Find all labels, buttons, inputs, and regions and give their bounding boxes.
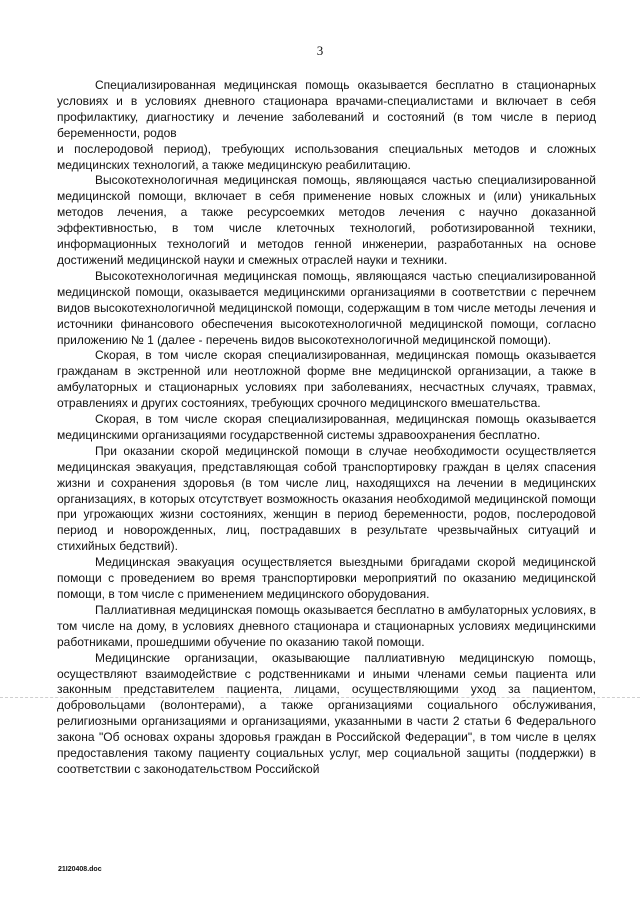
- footer-filename: 21I20408.doc: [58, 866, 102, 873]
- paragraph-continuation: и послеродовой период), требующих использования специальных методов и сложных медицинских технологий, а также медицинскую реабилитацию.: [57, 141, 596, 172]
- paragraph: Высокотехнологичная медицинская помощь, являющаяся частью специализированной медицинской помощи, включает в себя применение новых сложных и (или) уникальных методов лечения, а также ресурсоемких методов лечения с научно доказанной эффективностью, в том числе клеточных технологий, роботизированной техники, информационных технологий и методов генной инженерии, разработанных на основе достижений медицинской науки и смежных отраслей науки и техники.: [57, 173, 596, 267]
- paragraph: Специализированная медицинская помощь оказывается бесплатно в стационарных условиях и в условиях дневного стационара врачами-специалистами и включает в себя профилактику, диагностику и лечение заболеваний и состояний (в том числе в период беременности, родов: [57, 78, 596, 140]
- paragraph: Высокотехнологичная медицинская помощь, являющаяся частью специализированной медицинской помощи, оказывается медицинскими организациями в соответствии с перечнем видов высокотехнологичной медицинской помощи, содержащим в том числе методы лечения и источники финансового обеспечения высокотехнологичной медицинской помощи, согласно приложению № 1 (далее - перечень видов высокотехнологичной медицинской помощи).: [57, 268, 596, 347]
- page-number: 3: [316, 43, 324, 58]
- paragraph: Медицинские организации, оказывающие паллиативную медицинскую помощь, осуществляют взаимодействие с родственниками и иными членами семьи пациента или законным представителем пациента, лицами, осуществляющими уход за пациентом, добровольцами (волонтерами), а также организациями социального обслуживания, религиозными организациями и организациями, указанными в части 2 статьи 6 Федерального закона "Об основах охраны здоровья граждан в Российской Федерации", в том числе в целях предоставления такому пациенту социальных услуг, мер социальной защиты (поддержки) в соответствии с законодательством Российской: [57, 650, 596, 776]
- paragraph: Медицинская эвакуация осуществляется выездными бригадами скорой медицинской помощи с проведением во время транспортировки мероприятий по оказанию медицинской помощи, в том числе с применением медицинского оборудования.: [57, 555, 596, 601]
- document-body: [57, 78, 596, 778]
- paragraph: Скорая, в том числе скорая специализированная, медицинская помощь оказывается медицинскими организациями государственной системы здравоохранения бесплатно.: [57, 412, 596, 442]
- scan-artifact-line: [0, 697, 640, 698]
- paragraph: При оказании скорой медицинской помощи в случае необходимости осуществляется медицинская эвакуация, представляющая собой транспортировку граждан в целях спасения жизни и сохранения здоровья (в том числе лиц, находящихся на лечении в медицинских организациях, в которых отсутствует возможность оказания необходимой медицинской помощи при угрожающих жизни состояниях, женщин в период беременности, родов, послеродовой период и новорожденных, лиц, пострадавших в результате чрезвычайных ситуаций и стихийных бедствий).: [57, 443, 596, 554]
- paragraph: Скорая, в том числе скорая специализированная, медицинская помощь оказывается гражданам в экстренной или неотложной форме вне медицинской организации, а также в амбулаторных и стационарных условиях при заболеваниях, несчастных случаях, травмах, отравлениях и других состояниях, требующих срочного медицинского вмешательства.: [57, 348, 596, 411]
- paragraph: Паллиативная медицинская помощь оказывается бесплатно в амбулаторных условиях, в том числе на дому, в условиях дневного стационара и стационарных условиях медицинскими работниками, прошедшими обучение по оказанию такой помощи.: [57, 602, 596, 649]
